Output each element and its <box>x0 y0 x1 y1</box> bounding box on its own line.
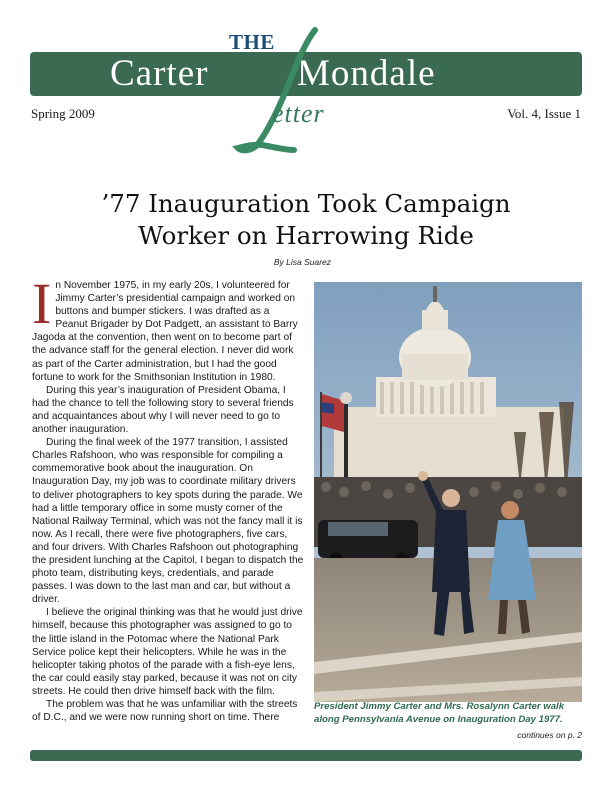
footer-banner <box>30 750 582 761</box>
headline-line-1: ’77 Inauguration Took Campaign <box>101 189 511 218</box>
headline-line-2: Worker on Harrowing Ride <box>138 221 474 250</box>
continues-note: continues on p. 2 <box>517 730 582 740</box>
photo-caption: President Jimmy Carter and Mrs. Rosalynn Carter walk along Pennsylvania Avenue on Inauguration Day 1977. <box>314 701 565 725</box>
paragraph-3: During the final week of the 1977 transition, I assisted Charles Rafshoon, who was responsible for compiling a commemorative book about the inauguration. On Inauguration Day, my job was to coordinate military drivers to deliver photographers to key spots during the parade. We had a little temporary office in some musty corner of the National Railway Terminal, which was not the fancy mall it is now. As I recall, there were five photographers, five cars, and four drivers. With Charles Rafshoon out photographing the president lunching at the Capitol, I began to dispatch the photo team, distributing keys, credentials, and parade passes. I was down to the last man and car, but without a driver. <box>32 437 304 606</box>
masthead-the: THE <box>229 30 275 54</box>
paragraph-4: I believe the original thinking was that he would just drive himself, because this photographer was assigned to go to the little island in the Potomac where the National Park Service police kept their helicopters. While he was in the helicopter taking photos of the parade with a fish-eye lens, the car could easily stay parked, because it was not on city streets. He could then drive himself back with the film. <box>32 607 303 697</box>
masthead-letter-word: etter <box>272 99 325 128</box>
paragraph-1-text: n November 1975, in my early 20s, I volunteered for Jimmy Carter’s presidential campaign and worked on buttons and bumper stickers. I was drafted as a Peanut Brigader by Dot Padgett, an assistant to Barry Jagoda at the convention, then went on to become part of the advance staff for the general election. I never did work as part of the Carter administration, but I had the good fortune to work for the Smithsonian Institution in 1980. <box>32 280 298 383</box>
drop-cap: I <box>32 271 52 336</box>
masthead-carter: Carter <box>110 53 209 94</box>
masthead-mondale: Mondale <box>297 53 436 94</box>
article-headline <box>30 188 582 252</box>
article-body <box>32 271 304 724</box>
masthead-letter-l-logo <box>232 26 332 156</box>
issue-date: Spring 2009 <box>31 106 95 121</box>
paragraph-5: The problem was that he was unfamiliar with the streets of D.C., and we were now running short on time. There <box>32 699 298 724</box>
paragraph-1 <box>32 271 304 384</box>
paragraph-2: During this year’s inauguration of President Obama, I had the chance to tell the following story to several friends and acquaintances about why I will never need to go to another inauguration. <box>32 384 294 436</box>
issue-volume: Vol. 4, Issue 1 <box>507 106 581 121</box>
inauguration-photo <box>314 282 582 702</box>
byline: By Lisa Suarez <box>273 257 331 267</box>
